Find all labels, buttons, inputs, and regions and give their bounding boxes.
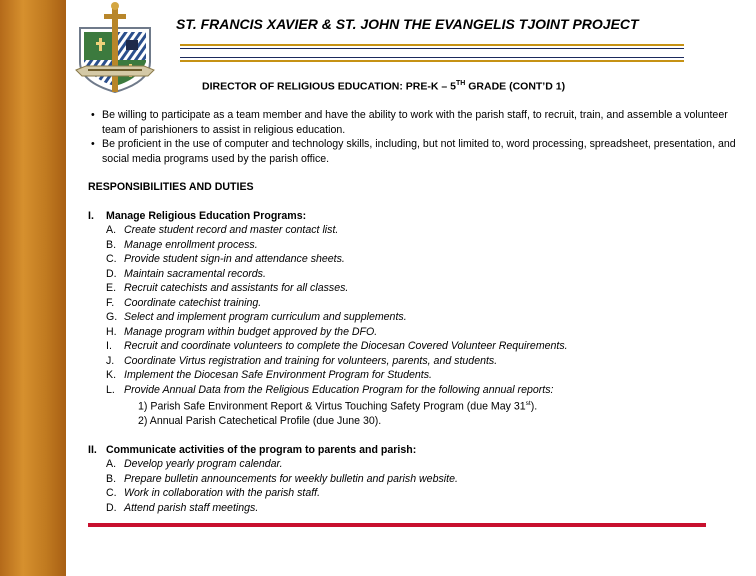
header-rule-navy-top — [180, 48, 684, 49]
bottom-rule — [88, 523, 706, 527]
sub-item-number: 1) — [138, 400, 148, 413]
item-text: Coordinate Virtus registration and training for volunteers, parents, and students. — [124, 354, 498, 367]
section-heading — [88, 443, 738, 458]
item-letter: G. — [106, 311, 118, 323]
item-letter: A. — [106, 224, 117, 236]
list-item — [88, 457, 738, 472]
item-letter: K. — [106, 369, 117, 381]
item-letter: I. — [106, 340, 112, 352]
item-text: Manage enrollment process. — [124, 238, 258, 251]
item-letter: E. — [106, 282, 117, 294]
section-title: Communicate activities of the program to parents and parish: — [106, 443, 417, 456]
item-letter: C. — [106, 487, 117, 500]
subtitle-main: DIRECTOR OF RELIGIOUS EDUCATION: PRE-K – 5 — [202, 80, 456, 93]
list-item — [88, 238, 738, 253]
page-title: ST. FRANCIS XAVIER & ST. JOHN THE EVANGELIS TJOINT PROJECT — [176, 16, 639, 32]
list-item — [88, 252, 738, 267]
sub-list-item — [88, 397, 738, 414]
requirement-item: • Be proficient in the use of computer and technology skills, including, but not limited to, word processing, spreadsheet, presentation, and social media programs used by the parish office. — [88, 137, 738, 166]
list-item — [88, 383, 738, 398]
item-text: Attend parish staff meetings. — [124, 501, 259, 514]
item-text: Select and implement program curriculum and supplements. — [124, 311, 407, 323]
sub-item-number: 2) — [138, 415, 148, 428]
document-body — [88, 108, 738, 515]
section-heading — [88, 209, 738, 224]
item-letter: J. — [106, 354, 115, 367]
annual-reports-list — [88, 397, 738, 429]
responsibilities-heading: RESPONSIBILITIES AND DUTIES — [88, 181, 254, 193]
requirement-item: • Be willing to participate as a team member and have the ability to work with the parish staff, to recruit, train, and assemble a volunteer team of parishioners to assist in religious education. — [88, 108, 738, 137]
item-text: Recruit and coordinate volunteers to complete the Diocesan Covered Volunteer Requirements. — [124, 340, 568, 352]
item-letter: B. — [106, 472, 117, 485]
list-item — [88, 486, 738, 501]
list-item — [88, 281, 738, 296]
item-text: Work in collaboration with the parish staff. — [124, 487, 321, 500]
item-letter: C. — [106, 253, 117, 265]
sub-item-text: Annual Parish Catechetical Profile (due June 30). — [149, 415, 382, 428]
item-text: Maintain sacramental records. — [124, 267, 266, 280]
item-text: Prepare bulletin announcements for weekly bulletin and parish website. — [124, 472, 458, 485]
subtitle-end: GRADE (CONT’D 1) — [465, 80, 566, 93]
sub-item-text: Parish Safe Environment Report & Virtus Touching Safety Program (due May 31 — [150, 400, 526, 413]
page-subtitle — [202, 80, 565, 93]
item-text: Manage program within budget approved by the DFO. — [124, 325, 378, 338]
list-item — [88, 325, 738, 340]
item-text: Develop yearly program calendar. — [124, 458, 283, 471]
subtitle-sup: TH — [455, 80, 466, 87]
section-numeral: I. — [88, 209, 94, 222]
item-letter: D. — [106, 501, 117, 514]
item-text: Create student record and master contact list. — [124, 224, 339, 236]
item-letter: H. — [106, 325, 117, 338]
section-items — [88, 457, 738, 515]
requirements-list — [88, 108, 738, 166]
sub-item-sup: st — [525, 400, 531, 407]
list-item — [88, 223, 738, 238]
item-letter: L. — [106, 383, 115, 396]
item-letter: D. — [106, 267, 117, 280]
list-item — [88, 296, 738, 311]
item-letter: A. — [106, 458, 117, 471]
list-item — [88, 354, 738, 369]
item-letter: B. — [106, 238, 117, 251]
section-items — [88, 223, 738, 397]
list-item — [88, 501, 738, 516]
item-text: Recruit catechists and assistants for all classes. — [124, 282, 349, 294]
item-letter: F. — [106, 296, 115, 309]
list-item — [88, 310, 738, 325]
section-title: Manage Religious Education Programs: — [106, 209, 307, 222]
item-text: Implement the Diocesan Safe Environment Program for Students. — [124, 369, 432, 381]
header-rule-gold-bottom — [180, 60, 684, 62]
list-item — [88, 267, 738, 282]
item-text: Provide Annual Data from the Religious Education Program for the following annual reports: — [124, 383, 554, 396]
header-rule-gold-top — [180, 44, 684, 46]
list-item — [88, 472, 738, 487]
section-numeral: II. — [88, 443, 97, 456]
parish-crest-logo — [66, 0, 164, 96]
header-rule-navy-bottom — [180, 57, 684, 58]
item-text: Coordinate catechist training. — [124, 296, 262, 309]
sub-list-item — [88, 414, 738, 429]
list-item — [88, 368, 738, 383]
sub-item-end: ). — [530, 400, 538, 413]
item-text: Provide student sign-in and attendance sheets. — [124, 253, 345, 265]
list-item — [88, 339, 738, 354]
left-decorative-bar — [0, 0, 66, 576]
